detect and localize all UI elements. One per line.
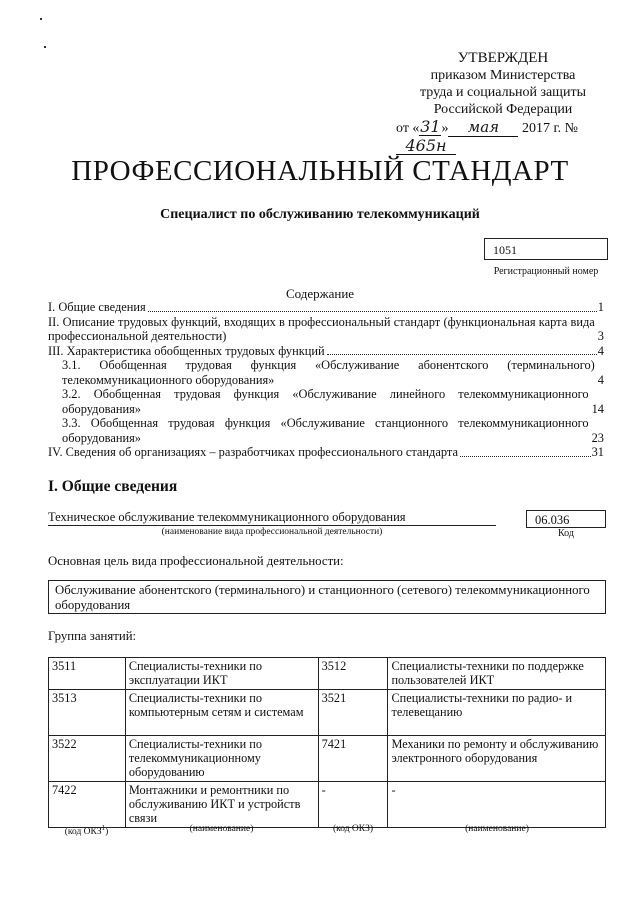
order-mid: »: [441, 121, 449, 136]
table-row: [49, 736, 606, 782]
toc-item[interactable]: [48, 344, 604, 359]
toc-item[interactable]: [48, 387, 604, 416]
toc-item-page: 3: [597, 329, 604, 343]
order-day: 31: [420, 117, 441, 136]
toc-item-text: 3.1. Обобщенная трудовая функция «Обслуживание абонентского (терминального) телекоммуникационного оборудования»: [62, 358, 595, 387]
toc-item-text: I. Общие сведения: [48, 300, 146, 314]
occupation-name: Специалисты-техники по компьютерным сетям и системам: [125, 690, 318, 736]
caption-text: (код ОКЗ: [64, 827, 102, 838]
okz-code: 3511: [49, 658, 126, 690]
order-prefix: от «: [396, 121, 420, 136]
scan-corner-mark: [44, 46, 46, 48]
okz-code: 3513: [49, 690, 126, 736]
toc-item-text: IV. Сведения об организациях – разработчиках профессионального стандарта: [48, 445, 458, 459]
page-title: ПРОФЕССИОНАЛЬНЫЙ СТАНДАРТ: [71, 155, 569, 187]
toc-item-page: 31: [591, 445, 604, 459]
okz-code: 7421: [318, 736, 388, 782]
toc-item[interactable]: [48, 358, 604, 387]
activity-code-box: 06.036: [526, 510, 606, 528]
order-line: [388, 118, 618, 156]
registration-caption: Регистрационный номер: [493, 266, 599, 277]
toc-item-page: 4: [597, 372, 604, 387]
okz-code: 3512: [318, 658, 388, 690]
caption-occupation-name: (наименование): [189, 824, 254, 834]
occupation-name: Специалисты-техники по поддержке пользователей ИКТ: [388, 658, 606, 690]
goal-box: Обслуживание абонентского (терминального) и станционного (сетевого) телекоммуникационного оборудования: [48, 580, 606, 614]
toc-item-page: 14: [591, 401, 604, 416]
standard-subtitle: Специалист по обслуживанию телекоммуникаций: [160, 207, 480, 222]
table-row: [49, 658, 606, 690]
toc-dots: [327, 354, 597, 355]
caption-occupation-name: (наименование): [465, 824, 529, 834]
approval-line: труда и социальной защиты: [420, 85, 586, 100]
occupation-name: Монтажники и ремонтники по обслуживанию ИКТ и устройств связи: [125, 782, 318, 828]
order-year: 2017 г. №: [521, 121, 578, 136]
toc-item-text: II. Описание трудовых функций, входящих в профессиональный стандарт (функциональная карта вида профессиональной деятельности): [48, 314, 595, 343]
occupation-name: Специалисты-техники по эксплуатации ИКТ: [125, 658, 318, 690]
approval-title: УТВЕРЖДЕН: [457, 50, 549, 66]
group-label: Группа занятий:: [48, 629, 137, 643]
toc-heading: Содержание: [285, 286, 355, 301]
toc-item[interactable]: [48, 445, 604, 460]
occupation-name: Механики по ремонту и обслуживанию электронного оборудования: [388, 736, 606, 782]
table-of-contents: [48, 300, 604, 460]
okz-code: 3522: [49, 736, 126, 782]
okz-code: -: [318, 782, 388, 828]
caption-text: ): [105, 827, 109, 838]
okz-code: 3521: [318, 690, 388, 736]
toc-item[interactable]: [48, 315, 604, 344]
okz-code: 7422: [49, 782, 126, 828]
order-month: мая: [448, 119, 518, 137]
table-row: [49, 690, 606, 736]
occupation-table: [48, 657, 606, 828]
table-row: [49, 782, 606, 828]
approval-line: приказом Министерства: [430, 68, 576, 83]
activity-name: Техническое обслуживание телекоммуникационного оборудования: [48, 510, 496, 526]
toc-item-page: 23: [591, 430, 604, 445]
toc-item-text: 3.3. Обобщенная трудовая функция «Обслуживание станционного телекоммуникационного оборудования»: [62, 416, 589, 445]
toc-dots: [460, 456, 591, 457]
goal-label: Основная цель вида профессиональной деятельности:: [48, 554, 344, 568]
occupation-name: Специалисты-техники по радио- и телевещанию: [388, 690, 606, 736]
caption-okz-code: (код ОКЗ): [332, 824, 374, 834]
order-number: 465н: [396, 137, 456, 155]
toc-item-page: 4: [597, 343, 604, 358]
occupation-name: -: [388, 782, 606, 828]
approval-block: [388, 50, 618, 156]
toc-item-page: 1: [597, 300, 604, 314]
code-caption: Код: [558, 528, 574, 539]
activity-caption: (наименование вида профессиональной деятельности): [161, 527, 383, 537]
occupation-name: Специалисты-техники по телекоммуникационному оборудованию: [125, 736, 318, 782]
toc-item-text: III. Характеристика обобщенных трудовых функций: [48, 343, 325, 358]
occupation-table-captions: [48, 824, 606, 838]
registration-number-box: 1051: [484, 238, 608, 260]
toc-dots: [148, 311, 597, 312]
caption-okz-code: [48, 824, 125, 837]
toc-item-text: 3.2. Обобщенная трудовая функция «Обслуживание линейного телекоммуникационного оборудования»: [62, 387, 589, 416]
footnote-mark: 1: [101, 824, 106, 832]
approval-line: Российской Федерации: [433, 102, 573, 117]
toc-item[interactable]: [48, 300, 604, 315]
toc-item[interactable]: [48, 416, 604, 445]
section-heading: I. Общие сведения: [48, 478, 178, 495]
scan-corner-mark: [40, 18, 42, 20]
